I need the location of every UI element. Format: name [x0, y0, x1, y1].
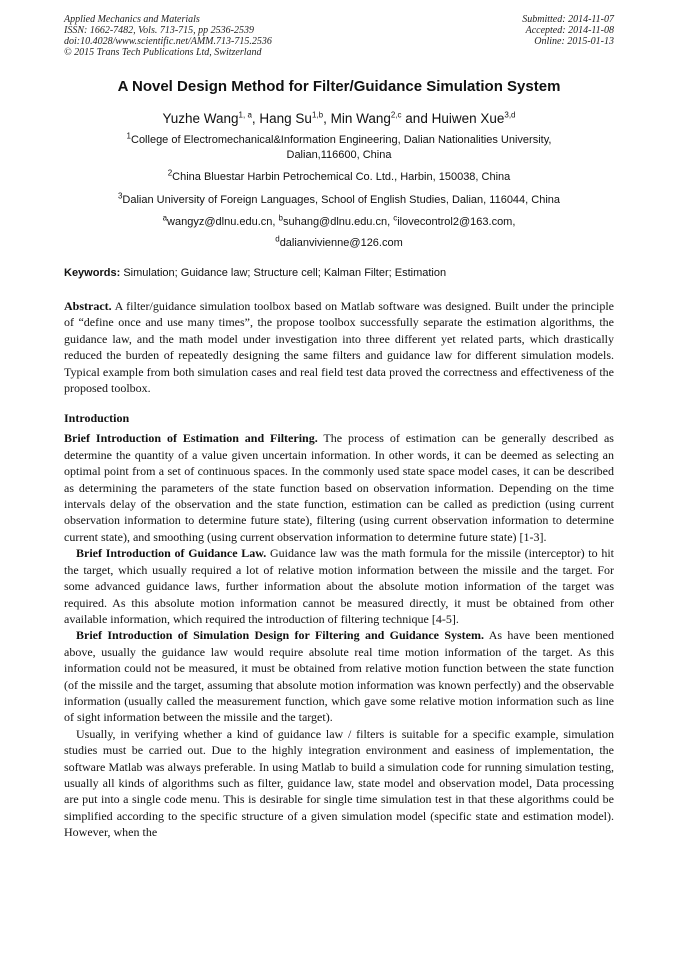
- paragraph-text: The process of estimation can be generally described as determine the quantity of a value given uncertain information. In other words, it can be deemed as selecting an optimal point from a set of continuous spaces. In the commonly used state space model cases, it can be described as determining the parameters of the state function based on observation information. Depending on the time intervals delay of the observation and the state function, estimation can be called as prediction (using current observation information to determine future state), filtering (using current observation information to determine current state), and smoothing (using current observation information to determine future state) [1-3].: [64, 431, 614, 544]
- email-mark: c: [393, 213, 398, 223]
- affiliation-3: [64, 190, 614, 208]
- section-heading-introduction: Introduction: [64, 411, 130, 426]
- abstract-label: Abstract.: [64, 299, 112, 313]
- doi: doi:10.4028/www.scientific.net/AMM.713-715.2536: [64, 36, 272, 47]
- affiliation-mark: 2: [167, 168, 173, 178]
- keywords: [64, 266, 614, 280]
- copyright: © 2015 Trans Tech Publications Ltd, Switzerland: [64, 47, 262, 58]
- author-affiliation-mark: 1, a: [238, 110, 252, 120]
- author-separator: ,: [323, 111, 331, 126]
- header-right: [522, 14, 614, 58]
- paragraph-simulation-design: [64, 627, 614, 725]
- paper-title: A Novel Design Method for Filter/Guidance Simulation System: [117, 78, 561, 95]
- header-left: [64, 14, 272, 58]
- affiliation-2: [64, 170, 614, 185]
- paragraph-text: Usually, in verifying whether a kind of guidance law / filters is suitable for a specific example, simulation studies must be carried out. Due to the highly integration environment and easiness of implementation, the software Matlab was always preferable. In using Matlab to build a simulation code for running simulation testing, usually all kinds of algorithms such as filter, guidance law, state model and observation model, Data processing are put into a single code menu. This is desirable for single time simulation test in that these algorithms could be simplified according to the specific structure of a given simulation model (specific state and estimation model). However, when the: [64, 726, 614, 840]
- affiliation-text: Dalian,116600, China: [286, 148, 392, 161]
- author-affiliation-mark: 2,c: [390, 110, 402, 120]
- accepted-date: Accepted: 2014-11-08: [525, 25, 614, 36]
- affiliation-text: China Bluestar Harbin Petrochemical Co. Ltd., Harbin, 150038, China: [172, 171, 511, 183]
- paragraph-lead: Brief Introduction of Estimation and Filtering.: [64, 431, 318, 446]
- affiliation-mark: 3: [117, 190, 123, 200]
- email-list: [64, 215, 614, 230]
- author-separator: ,: [251, 111, 260, 126]
- paragraph-lead: Brief Introduction of Guidance Law.: [76, 546, 267, 561]
- email-mark: d: [275, 233, 280, 243]
- paragraph-guidance-law: [64, 545, 614, 627]
- affiliation-1: [64, 133, 614, 162]
- journal-name: Applied Mechanics and Materials: [64, 14, 200, 25]
- email-link[interactable]: wangyz@dlnu.edu.cn,: [167, 216, 276, 228]
- submitted-date: Submitted: 2014-11-07: [522, 14, 614, 25]
- abstract: [64, 298, 614, 396]
- paragraph-text: As have been mentioned above, usually the guidance law would require absolute real time motion information of the target. As this information could not be measured, it must be obtained from relative motion function between the state function (of the missile and the target, assuming that absolute motion information was known perfectly) and the observable information (usually called the measurement function, which gave some relative motion information such as line of sight information between the missile and the target).: [64, 628, 615, 725]
- author-name: Huiwen Xue: [431, 111, 505, 126]
- affiliation-mark: 1: [126, 131, 131, 141]
- author-affiliation-mark: 1,b: [311, 110, 324, 120]
- paragraph-lead: Brief Introduction of Simulation Design for Filtering and Guidance System.: [76, 628, 484, 643]
- header-meta: [64, 14, 614, 58]
- email-link[interactable]: ilovecontrol2@163.com,: [397, 216, 516, 228]
- online-date: Online: 2015-01-13: [534, 36, 614, 47]
- paragraph-matlab: [64, 726, 614, 841]
- email-mark: a: [162, 213, 168, 223]
- abstract-text: A filter/guidance simulation toolbox based on Matlab software was designed. Built under the principle of “define once and use many times”, the propose toolbox successfully separate the estimation algorithms, the guidance law, and the math model under investigation into three different yet related parts, which drastically reduced the burden of repeatedly designing the same filters and guidance law for different simulation models. Typical example from both simulation cases and real field test data proved the correctness and effectiveness of the proposed toolbox.: [64, 299, 614, 396]
- issn: ISSN: 1662-7482, Vols. 713-715, pp 2536-2539: [64, 25, 254, 36]
- author-list: [64, 110, 614, 127]
- affiliation-text: Dalian University of Foreign Languages, School of English Studies, Dalian, 116044, China: [122, 193, 561, 206]
- author-name: Hang Su: [259, 111, 312, 126]
- email-mark: b: [278, 213, 283, 223]
- email-link[interactable]: suhang@dlnu.edu.cn,: [282, 216, 391, 228]
- affiliation-text: College of Electromechanical&Information Engineering, Dalian Nationalities University,: [131, 134, 552, 146]
- author-separator: and: [401, 111, 432, 126]
- keywords-label: Keywords:: [64, 267, 121, 279]
- paragraph-text: Guidance law was the math formula for the missile (interceptor) to hit the target, which usually required a lot of relative motion information between the missile and the target. For some advanced guidance laws, further information about the absolute motion information of the target was required. As this absolute motion information cannot be measured directly, it must be obtained from other available information, which required the introduction of filtering technique [4-5].: [64, 546, 615, 626]
- keywords-text: Simulation; Guidance law; Structure cell; Kalman Filter; Estimation: [123, 267, 447, 279]
- author-name: Yuzhe Wang: [162, 111, 239, 126]
- email-list-2: [64, 233, 614, 251]
- author-affiliation-mark: 3,d: [504, 110, 516, 120]
- email-link[interactable]: dalianvivienne@126.com: [279, 236, 403, 249]
- author-name: Min Wang: [330, 111, 391, 126]
- paragraph-estimation: [64, 430, 614, 545]
